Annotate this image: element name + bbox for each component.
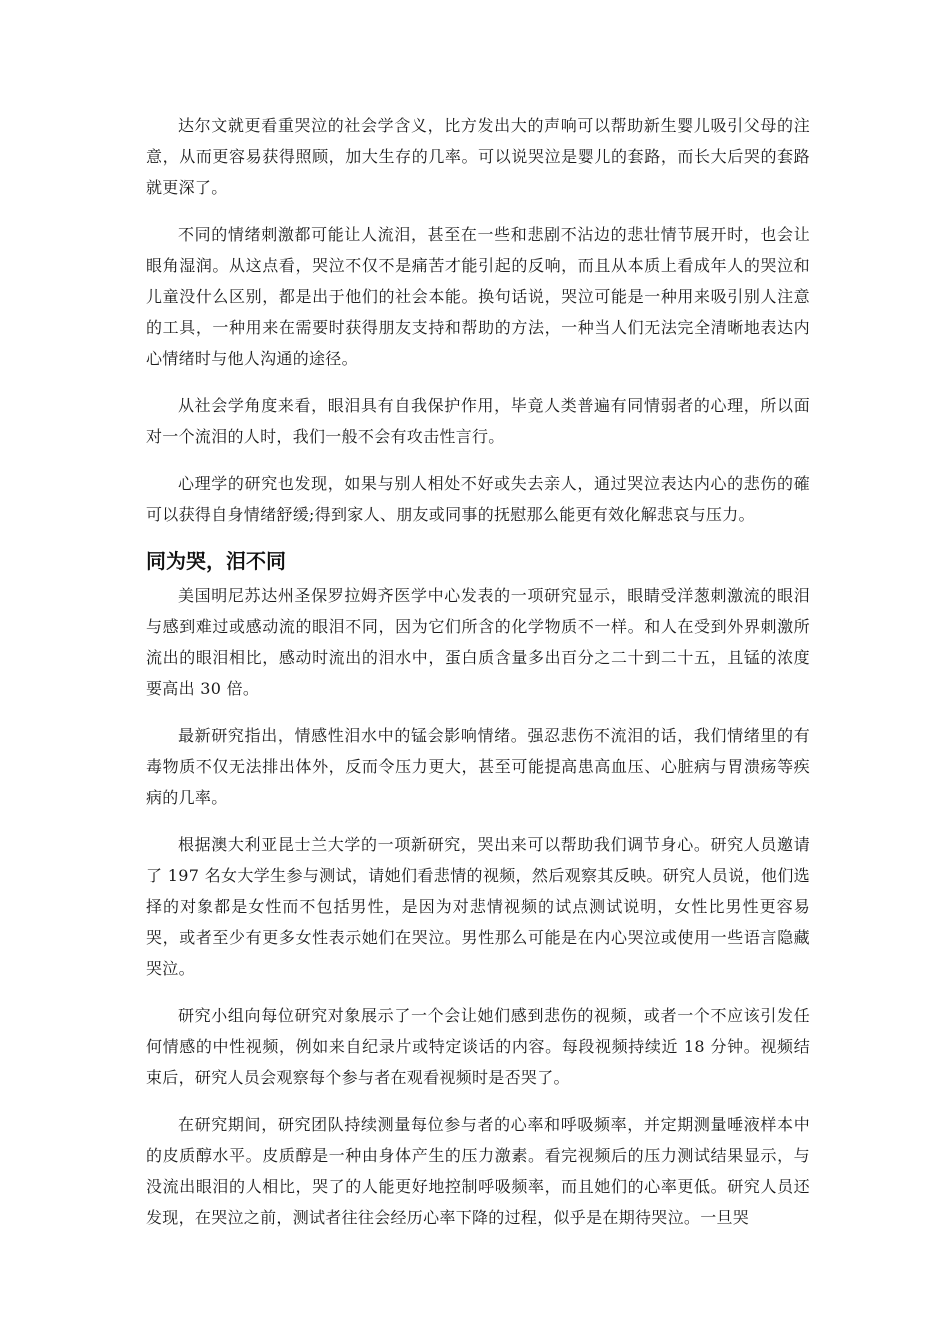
section-heading: 同为哭，泪不同 [146, 549, 286, 573]
paragraph: 最新研究指出，情感性泪水中的锰会影响情绪。强忍悲伤不流泪的话，我们情绪里的有毒物质不仅无法排出体外，反而令压力更大，甚至可能提高患高血压、心脏病与胃溃疡等疾病的几率。 [146, 726, 810, 807]
paragraph: 达尔文就更看重哭泣的社会学含义，比方发出大的声响可以帮助新生婴儿吸引父母的注意，从而更容易获得照顾，加大生存的几率。可以说哭泣是婴儿的套路，而长大后哭的套路就更深了。 [146, 116, 810, 197]
paragraph: 不同的情绪刺激都可能让人流泪，甚至在一些和悲剧不沾边的悲壮情节展开时，也会让眼角湿润。从这点看，哭泣不仅不是痛苦才能引起的反响，而且从本质上看成年人的哭泣和儿童没什么区别，都是出于他们的社会本能。换句话说，哭泣可能是一种用来吸引别人注意的工具，一种用来在需要时获得朋友支持和帮助的方法，一种当人们无法完全清晰地表达内心情绪时与他人沟通的途径。 [146, 225, 810, 368]
paragraph: 心理学的研究也发现，如果与别人相处不好或失去亲人，通过哭泣表达内心的悲伤的確可以获得自身情绪舒缓;得到家人、朋友或同事的抚慰那么能更有效化解悲哀与压力。 [146, 474, 810, 524]
paragraph: 根据澳大利亚昆士兰大学的一项新研究，哭出来可以帮助我们调节身心。研究人员邀请了 197 名女大学生参与测试，请她们看悲情的视频，然后观察其反映。研究人员说，他们选择的对象都是女性而不包括男性，是因为对悲情视频的试点测试说明，女性比男性更容易哭，或者至少有更多女性表示她们在哭泣。男性那么可能是在内心哭泣或使用一些语言隐藏哭泣。 [146, 835, 810, 978]
paragraph: 研究小组向每位研究对象展示了一个会让她们感到悲伤的视频，或者一个不应该引发任何情感的中性视频，例如来自纪录片或特定谈话的内容。每段视频持续近 18 分钟。视频结束后，研究人员会观察每个参与者在观看视频时是否哭了。 [146, 1006, 810, 1087]
document-body [146, 110, 810, 1249]
paragraph: 从社会学角度来看，眼泪具有自我保护作用，毕竟人类普遍有同情弱者的心理，所以面对一个流泪的人时，我们一般不会有攻击性言行。 [146, 396, 810, 446]
paragraph: 在研究期间，研究团队持续测量每位参与者的心率和呼吸频率，并定期测量唾液样本中的皮质醇水平。皮质醇是一种由身体产生的压力激素。看完视频后的压力测试结果显示，与没流出眼泪的人相比，哭了的人能更好地控制呼吸频率，而且她们的心率更低。研究人员还发现，在哭泣之前，测试者往往会经历心率下降的过程，似乎是在期待哭泣。一旦哭 [146, 1115, 810, 1227]
paragraph: 美国明尼苏达州圣保罗拉姆齐医学中心发表的一项研究显示，眼睛受洋葱刺激流的眼泪与感到难过或感动流的眼泪不同，因为它们所含的化学物质不一样。和人在受到外界刺激所流出的眼泪相比，感动时流出的泪水中，蛋白质含量多出百分之二十到二十五，且锰的浓度要高出 30 倍。 [146, 586, 810, 698]
